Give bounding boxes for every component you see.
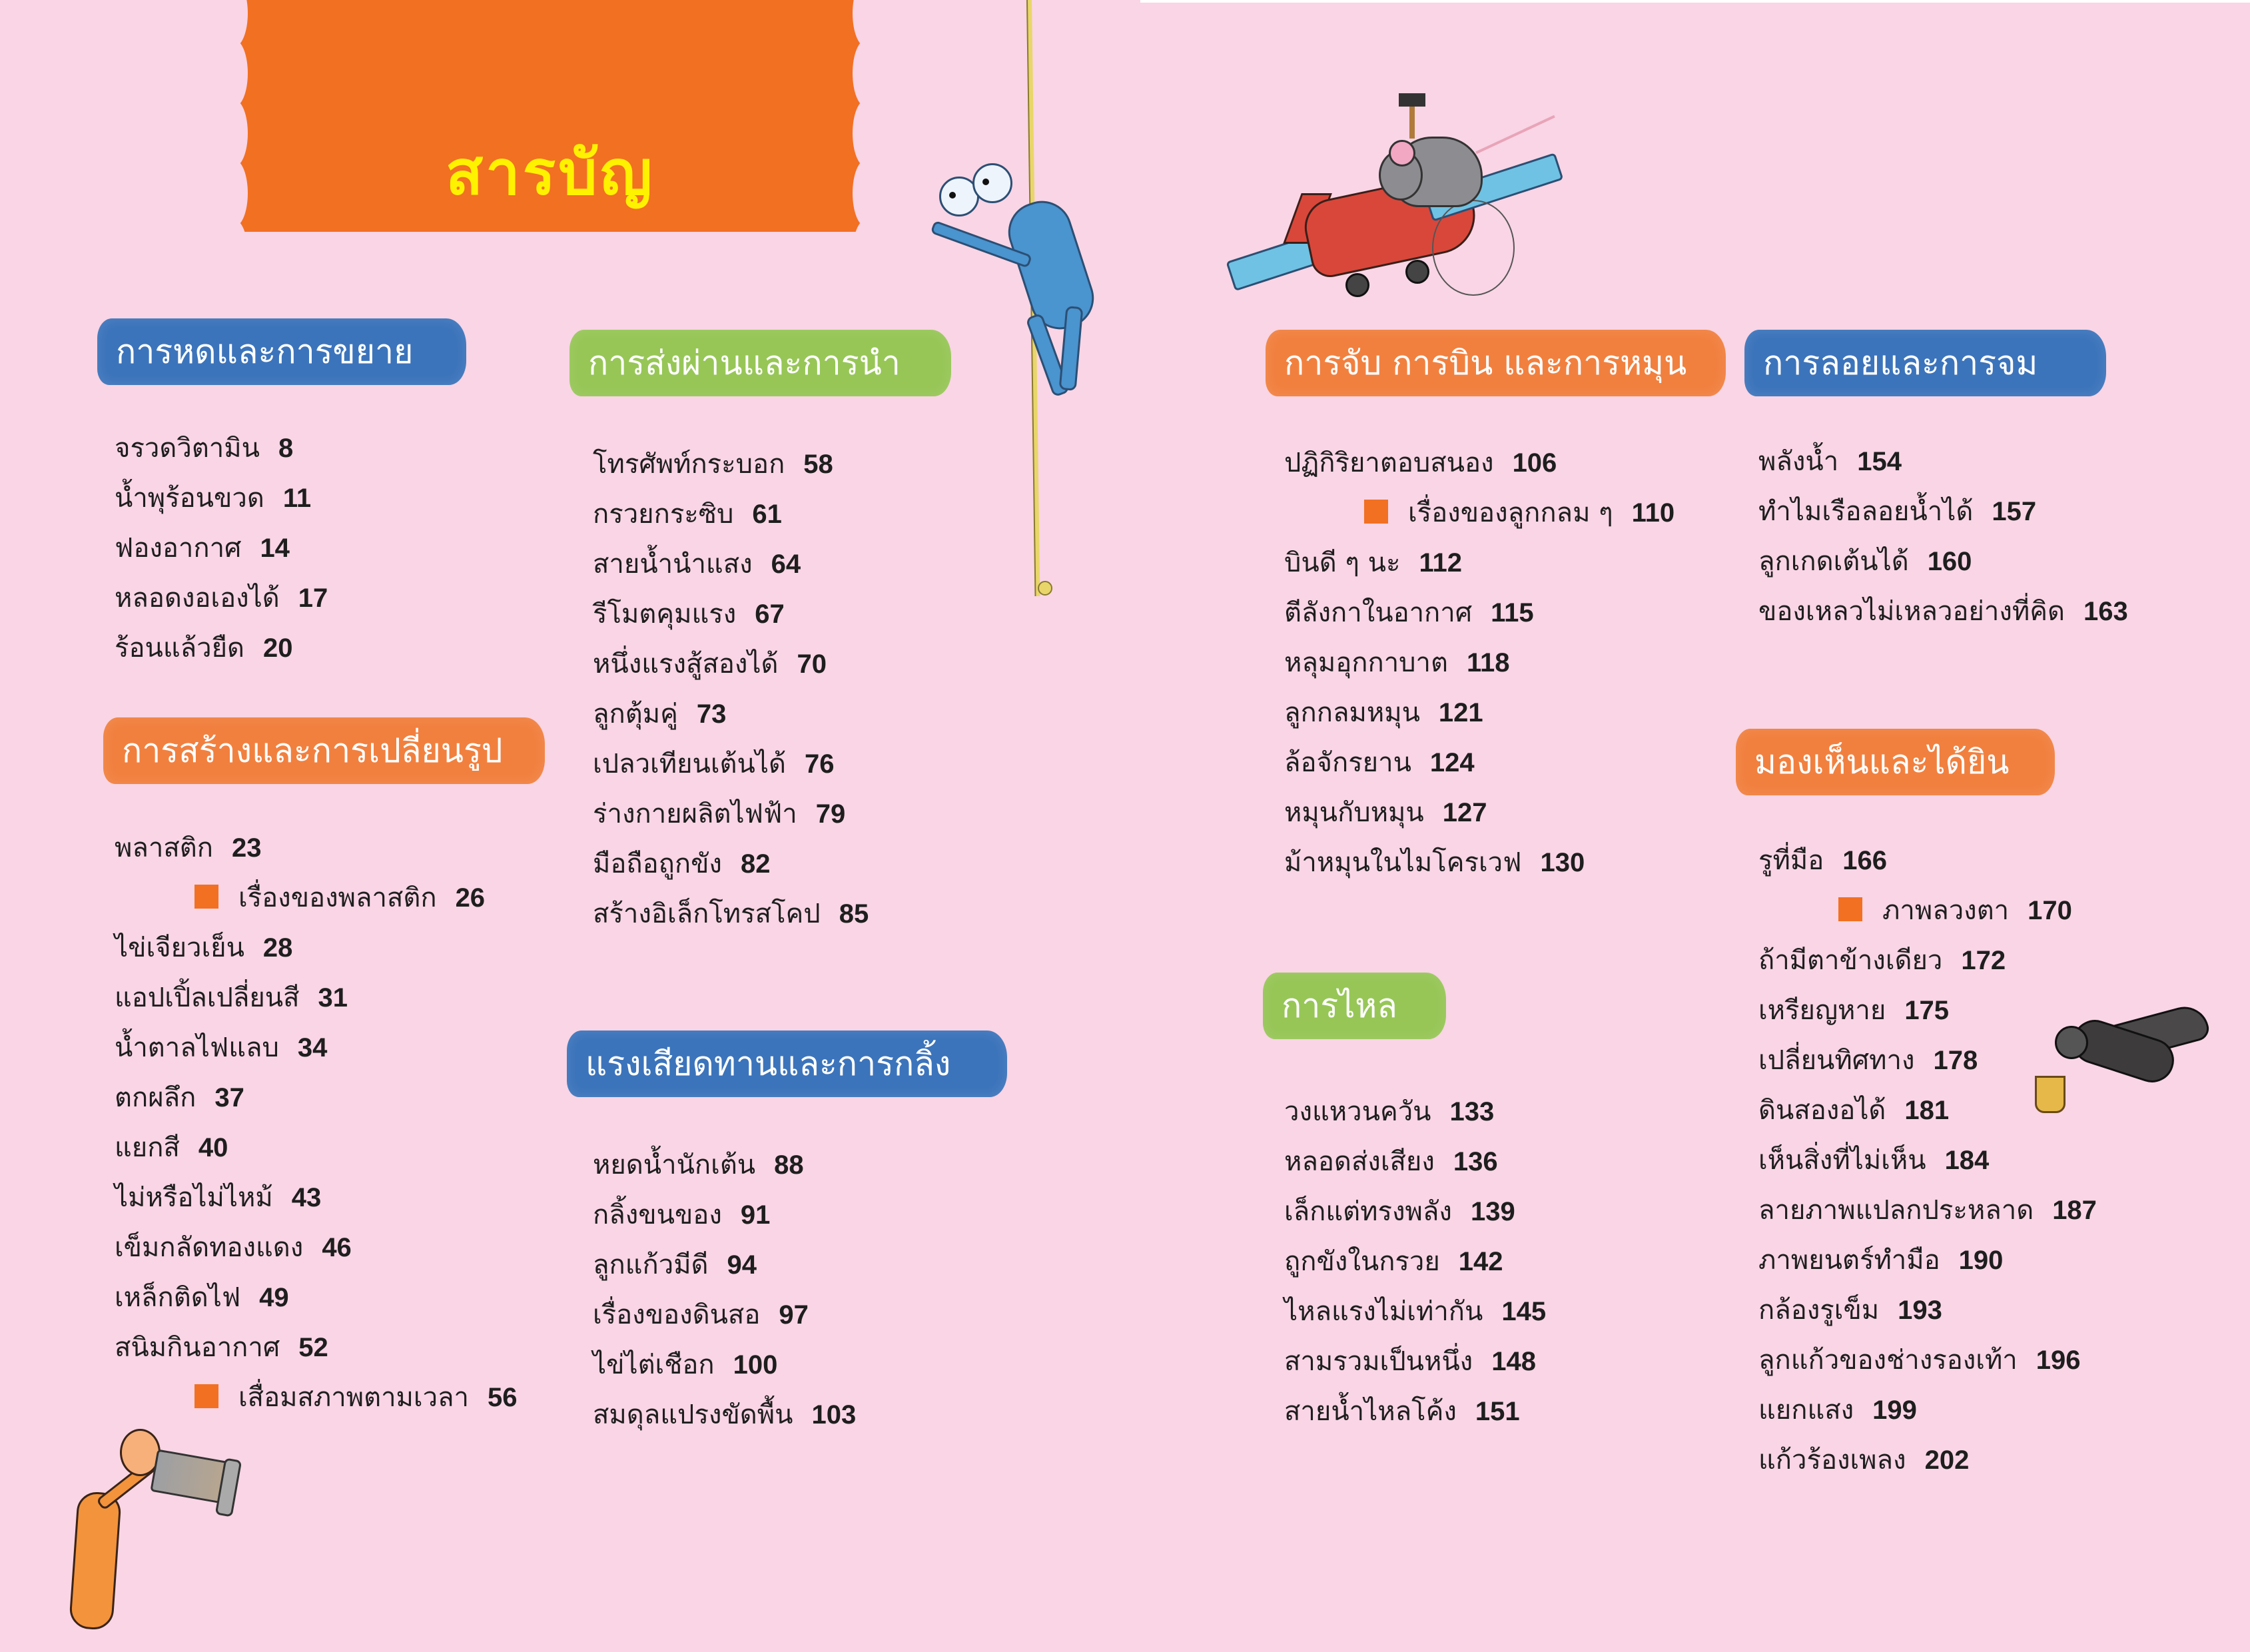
section-title: การลอยและการจม [1763, 343, 2038, 382]
entry-title: ลูกแก้วของช่างรองเท้า [1758, 1345, 2018, 1376]
entry-title: รีโมตคุมแรง [593, 599, 737, 629]
entry-page-number: 88 [774, 1150, 804, 1180]
hammer-icon [1399, 93, 1425, 107]
entry-title: หนึ่งแรงสู้สองได้ [593, 649, 779, 679]
entry-title: สมดุลแปรงขัดพื้น [593, 1400, 793, 1430]
entry-title: ถ้ามีตาข้างเดียว [1758, 945, 1943, 976]
entry-title: เห็นสิ่งที่ไม่เห็น [1758, 1145, 1926, 1176]
plane-wheel [1405, 260, 1429, 284]
section-header-transmission-conduction [569, 330, 951, 396]
toc-entry[interactable] [115, 1023, 518, 1073]
toc-entry[interactable] [115, 1323, 518, 1373]
entry-page-number: 94 [727, 1250, 757, 1280]
entry-page-number: 157 [1992, 497, 2037, 526]
page-title: สารบัญ [445, 137, 655, 208]
entry-title: หลอดส่งเสียง [1284, 1146, 1435, 1177]
entry-page-number: 112 [1419, 548, 1462, 578]
entry-title: พลาสติก [115, 833, 213, 863]
entry-page-number: 20 [263, 633, 293, 663]
toc-entry[interactable] [1284, 1087, 1546, 1137]
entry-page-number: 145 [1501, 1297, 1547, 1326]
toc-entry[interactable] [593, 1190, 856, 1240]
entry-page-number: 26 [455, 883, 486, 913]
entry-title: เรื่องของดินสอ [593, 1300, 761, 1330]
section-header-catching-flying-spinning [1266, 330, 1726, 396]
entry-page-number: 91 [740, 1200, 771, 1230]
toc-entry[interactable] [1758, 936, 2097, 986]
entry-page-number: 11 [282, 484, 312, 513]
section-title: การสร้างและการเปลี่ยนรูป [122, 731, 503, 770]
toc-entry[interactable] [593, 1390, 856, 1440]
entry-title: เรื่องของลูกกลม ๆ [1408, 498, 1613, 528]
orange-square-bullet-icon [194, 885, 218, 909]
orange-square-bullet-icon [1364, 500, 1388, 524]
toc-entry[interactable] [1284, 1387, 1546, 1437]
toc-entry[interactable] [593, 490, 869, 540]
toc-entry[interactable] [1758, 1236, 2097, 1286]
toc-entry[interactable] [593, 540, 869, 590]
toc-entry[interactable] [1758, 437, 2128, 487]
entry-title: สายน้ำนำแสง [593, 549, 753, 580]
entry-page-number: 118 [1467, 648, 1510, 677]
title-banner [234, 0, 866, 232]
section-title: การไหล [1282, 986, 1397, 1025]
section-title: การจับ การบิน และการหมุน [1284, 343, 1687, 382]
entry-page-number: 121 [1438, 698, 1483, 727]
toc-entry[interactable] [115, 1173, 518, 1223]
entry-page-number: 79 [815, 799, 846, 829]
entry-title: สามรวมเป็นหนึ่ง [1284, 1346, 1473, 1377]
toc-entry[interactable] [1284, 688, 1675, 738]
toc-entry[interactable] [1284, 1287, 1546, 1337]
entry-title: กล้องรูเข็ม [1758, 1295, 1880, 1326]
section-title: การส่งผ่านและการนำ [588, 343, 901, 382]
entry-title: ดินสองอได้ [1758, 1095, 1886, 1126]
section-title: มองเห็นและได้ยิน [1754, 742, 2010, 781]
toc-entry[interactable] [115, 1273, 518, 1323]
entry-title: ลูกตุ้มคู่ [593, 699, 678, 729]
entry-page-number: 76 [804, 749, 835, 779]
section-list-flow [1284, 1087, 1546, 1437]
toc-subentry[interactable] [115, 1373, 518, 1423]
entry-page-number: 85 [839, 899, 869, 929]
beetle-head [2055, 1026, 2088, 1059]
entry-page-number: 172 [1961, 946, 2006, 975]
section-header-friction-rolling [567, 1031, 1007, 1097]
entry-page-number: 136 [1453, 1147, 1498, 1176]
entry-title: หลุมอุกกาบาต [1284, 647, 1448, 678]
scallop-notch [853, 40, 879, 107]
entry-page-number: 46 [322, 1233, 352, 1262]
entry-title: หยดน้ำนักเต้น [593, 1150, 756, 1180]
entry-page-number: 142 [1458, 1247, 1503, 1276]
section-list-catching-flying-spinning [1284, 438, 1675, 888]
toc-entry[interactable] [1758, 1286, 2097, 1336]
toc-entry[interactable] [593, 1290, 856, 1340]
entry-page-number: 124 [1429, 748, 1475, 777]
entry-page-number: 175 [1904, 996, 1950, 1025]
toc-entry[interactable] [1758, 537, 2128, 587]
entry-title: แยกแสง [1758, 1395, 1854, 1426]
toc-entry[interactable] [115, 1073, 518, 1123]
toc-entry[interactable] [593, 1240, 856, 1290]
entry-page-number: 28 [262, 933, 293, 963]
toc-entry[interactable] [593, 1340, 856, 1390]
entry-title: จรวดวิตามิน [115, 433, 260, 464]
entry-page-number: 202 [1924, 1446, 1970, 1475]
entry-page-number: 154 [1857, 447, 1902, 476]
toc-entry[interactable] [115, 823, 518, 873]
entry-page-number: 17 [298, 584, 328, 613]
entry-title: พลังน้ำ [1758, 446, 1839, 477]
section-header-floating-sinking [1744, 330, 2106, 396]
entry-page-number: 58 [803, 450, 833, 479]
scallop-notch [221, 220, 248, 286]
entry-title: กลิ้งขนของ [593, 1200, 722, 1230]
entry-title: ปฏิกิริยาตอบสนอง [1284, 448, 1494, 478]
entry-page-number: 151 [1475, 1397, 1520, 1426]
entry-title: น้ำตาลไฟแลบ [115, 1032, 279, 1063]
entry-title: ล้อจักรยาน [1284, 747, 1411, 778]
entry-page-number: 8 [278, 434, 294, 463]
entry-page-number: 178 [1933, 1046, 1978, 1075]
entry-title: ทำไมเรือลอยน้ำได้ [1758, 496, 1974, 527]
entry-title: เหล็กติดไฟ [115, 1282, 241, 1313]
scallop-notch [853, 220, 879, 286]
entry-title: ตกผลึก [115, 1082, 196, 1113]
entry-page-number: 106 [1512, 448, 1557, 478]
entry-title: แยกสี [115, 1132, 180, 1163]
section-list-friction-rolling [593, 1140, 856, 1440]
section-header-flow [1263, 973, 1446, 1039]
basket-icon [2035, 1076, 2065, 1113]
toc-entry[interactable] [115, 574, 328, 623]
toc-entry[interactable] [1758, 1336, 2097, 1386]
section-header-contraction-expansion [97, 318, 466, 385]
entry-page-number: 43 [291, 1183, 322, 1212]
entry-page-number: 14 [260, 534, 290, 563]
entry-page-number: 52 [298, 1333, 328, 1362]
toc-entry[interactable] [115, 1123, 518, 1173]
entry-page-number: 133 [1449, 1097, 1495, 1126]
entry-page-number: 187 [2052, 1196, 2097, 1225]
orange-square-bullet-icon [194, 1384, 218, 1408]
toc-entry[interactable] [593, 789, 869, 839]
entry-title: หมุนกับหมุน [1284, 797, 1424, 828]
entry-title: ฟองอากาศ [115, 533, 242, 564]
rope-knot [1038, 581, 1052, 596]
entry-page-number: 115 [1491, 598, 1534, 627]
toc-entry[interactable] [593, 689, 869, 739]
entry-title: เรื่องของพลาสติก [238, 883, 437, 913]
toc-entry[interactable] [593, 590, 869, 639]
right-page-top-edge [1140, 0, 2250, 3]
toc-entry[interactable] [115, 1223, 518, 1273]
figure-body [69, 1491, 122, 1631]
toc-entry[interactable] [1758, 1186, 2097, 1236]
toc-entry[interactable] [1284, 638, 1675, 688]
entry-page-number: 100 [733, 1350, 778, 1380]
entry-title: ไข่ไต่เชือก [593, 1350, 715, 1380]
entry-page-number: 103 [811, 1400, 857, 1430]
alien-eye [972, 163, 1012, 203]
entry-page-number: 67 [755, 600, 785, 629]
hammer-handle [1409, 105, 1415, 139]
entry-title: ร้อนแล้วยืด [115, 633, 245, 663]
toc-entry[interactable] [1284, 738, 1675, 788]
entry-title: ภาพยนตร์ทำมือ [1758, 1245, 1940, 1276]
toc-entry[interactable] [1758, 986, 2097, 1036]
entry-title: ตีลังกาในอากาศ [1284, 598, 1473, 628]
entry-title: ลูกแก้วมีดี [593, 1250, 709, 1280]
entry-title: ร่างกายผลิตไฟฟ้า [593, 799, 797, 829]
plane-wheel [1345, 273, 1369, 297]
plane-propeller [1432, 200, 1515, 296]
entry-page-number: 193 [1898, 1296, 1942, 1325]
entry-page-number: 184 [1944, 1146, 1990, 1175]
toc-entry[interactable] [1758, 1386, 2097, 1436]
section-header-seeing-hearing [1736, 729, 2055, 795]
section-list-creation-transformation [115, 823, 518, 1423]
entry-title: ของเหลวไม่เหลวอย่างที่คิด [1758, 596, 2065, 627]
entry-page-number: 40 [198, 1133, 228, 1162]
toc-entry[interactable] [593, 739, 869, 789]
entry-title: ลายภาพแปลกประหลาด [1758, 1195, 2034, 1226]
toc-entry[interactable] [115, 524, 328, 574]
toc-entry[interactable] [1758, 587, 2128, 637]
entry-page-number: 110 [1631, 498, 1675, 528]
toc-entry[interactable] [115, 923, 518, 973]
entry-page-number: 31 [318, 983, 348, 1013]
toc-subentry[interactable] [115, 873, 518, 923]
orange-square-bullet-icon [1838, 897, 1862, 921]
toc-entry[interactable] [593, 1140, 856, 1190]
entry-title: แก้วร้องเพลง [1758, 1445, 1906, 1475]
entry-title: เปลี่ยนทิศทาง [1758, 1045, 1915, 1076]
entry-title: สร้างอิเล็กโทรสโคป [593, 899, 821, 929]
mouse-tail [1475, 115, 1555, 155]
entry-title: ไข่เจียวเย็น [115, 933, 244, 963]
entry-page-number: 139 [1470, 1197, 1515, 1226]
section-title: การหดและการขยาย [116, 332, 414, 371]
entry-title: เข็มกลัดทองแดง [115, 1232, 304, 1263]
toc-entry[interactable] [115, 973, 518, 1023]
entry-title: เปลวเทียนเต้นได้ [593, 749, 786, 779]
section-list-floating-sinking [1758, 437, 2128, 637]
section-list-transmission-conduction [593, 440, 869, 939]
toc-entry[interactable] [1758, 1136, 2097, 1186]
entry-page-number: 70 [797, 649, 827, 679]
entry-page-number: 160 [1927, 547, 1972, 576]
entry-page-number: 190 [1958, 1246, 2004, 1275]
toc-entry[interactable] [1284, 438, 1675, 488]
toc-entry[interactable] [1758, 487, 2128, 537]
toc-entry[interactable] [1758, 1436, 2097, 1485]
toc-entry[interactable] [1284, 788, 1675, 838]
entry-page-number: 56 [488, 1383, 518, 1412]
toc-entry[interactable] [1284, 1337, 1546, 1387]
entry-page-number: 199 [1872, 1396, 1917, 1425]
entry-title: น้ำพุร้อนขวด [115, 483, 264, 514]
entry-title: แอปเปิ้ลเปลี่ยนสี [115, 983, 300, 1013]
toc-entry[interactable] [1284, 1137, 1546, 1187]
toc-entry[interactable] [593, 639, 869, 689]
section-list-contraction-expansion [115, 424, 328, 673]
toc-subentry[interactable] [1284, 488, 1675, 538]
toc-entry[interactable] [593, 889, 869, 939]
entry-page-number: 73 [696, 699, 727, 729]
entry-title: สายน้ำไหลโค้ง [1284, 1396, 1457, 1427]
entry-page-number: 127 [1442, 798, 1487, 827]
toc-entry[interactable] [1284, 1187, 1546, 1237]
toc-entry[interactable] [1284, 538, 1675, 588]
entry-page-number: 34 [297, 1033, 328, 1062]
entry-page-number: 49 [259, 1283, 289, 1312]
entry-title: ลูกเกดเต้นได้ [1758, 546, 1909, 577]
entry-page-number: 64 [771, 550, 801, 579]
scallop-notch [221, 40, 248, 107]
entry-title: ม้าหมุนในไมโครเวฟ [1284, 847, 1522, 878]
entry-title: เล็กแต่ทรงพลัง [1284, 1196, 1452, 1227]
alien-body [1000, 193, 1102, 337]
section-title: แรงเสียดทานและการกลิ้ง [585, 1044, 951, 1083]
section-list-seeing-hearing [1758, 836, 2097, 1485]
toc-entry[interactable] [1284, 588, 1675, 638]
mouse-ear [1389, 140, 1415, 167]
toc-subentry[interactable] [1758, 886, 2097, 936]
entry-page-number: 61 [752, 500, 782, 529]
entry-page-number: 196 [2036, 1346, 2081, 1375]
entry-page-number: 23 [231, 833, 262, 863]
entry-title: มือถือถูกขัง [593, 849, 722, 879]
entry-page-number: 166 [1842, 846, 1887, 875]
toc-entry[interactable] [1284, 838, 1675, 888]
toc-entry[interactable] [593, 440, 869, 490]
entry-title: ภาพลวงตา [1882, 895, 2010, 926]
entry-title: สนิมกินอากาศ [115, 1332, 280, 1363]
entry-title: วงแหวนควัน [1284, 1096, 1431, 1127]
toc-entry[interactable] [1758, 836, 2097, 886]
entry-title: เสื่อมสภาพตามเวลา [238, 1382, 469, 1413]
toc-entry[interactable] [593, 839, 869, 889]
entry-page-number: 130 [1540, 848, 1585, 877]
entry-page-number: 170 [2028, 896, 2072, 925]
entry-title: โทรศัพท์กระบอก [593, 449, 785, 480]
entry-title: ลูกกลมหมุน [1284, 697, 1420, 728]
toc-entry[interactable] [1284, 1237, 1546, 1287]
toc-entry[interactable] [115, 424, 328, 474]
entry-title: ถูกขังในกรวย [1284, 1246, 1440, 1277]
entry-title: รูที่มือ [1758, 845, 1824, 876]
toc-entry[interactable] [115, 623, 328, 673]
entry-page-number: 37 [214, 1083, 244, 1112]
entry-title: หลอดงอเองได้ [115, 583, 280, 614]
entry-page-number: 163 [2083, 597, 2128, 626]
entry-page-number: 148 [1491, 1347, 1536, 1376]
toc-entry[interactable] [115, 474, 328, 524]
entry-title: ไหลแรงไม่เท่ากัน [1284, 1296, 1483, 1327]
entry-title: ไม่หรือไม่ไหม้ [115, 1182, 273, 1213]
entry-page-number: 97 [779, 1300, 809, 1330]
entry-page-number: 181 [1904, 1096, 1950, 1125]
entry-title: บินดี ๆ นะ [1284, 548, 1401, 578]
entry-title: กรวยกระซิบ [593, 499, 734, 530]
section-header-creation-transformation [103, 717, 545, 784]
entry-page-number: 82 [740, 849, 771, 879]
entry-title: เหรียญหาย [1758, 995, 1886, 1026]
